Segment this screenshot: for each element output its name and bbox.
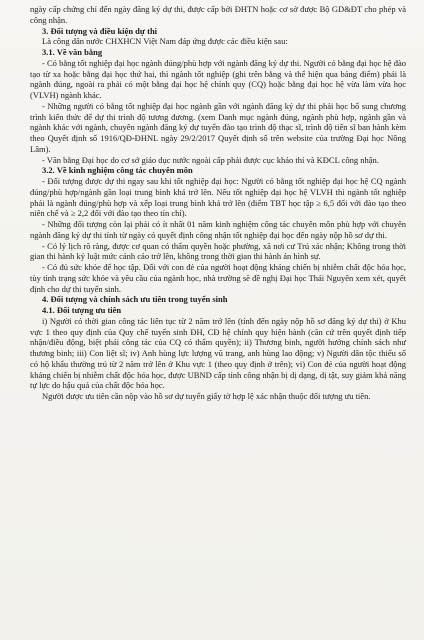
body-paragraph: - Những đối tượng còn lại phải có ít nhất 01 năm kinh nghiệm công tác chuyên môn phù hợp với chuyên ngành đăng ký dự thi tính từ ngày có quyết định công nhận tốt nghiệp đại học đến ngày nộp hồ sơ dự thi.: [30, 219, 406, 240]
body-paragraph: i) Người có thời gian công tác liên tục từ 2 năm trở lên (tính đến ngày nộp hồ sơ đăng ký dự thi) ở Khu vực 1 theo quy định của Quy chế tuyển sinh ĐH, CĐ hệ chính quy hiện hành (căn cứ trên quyết định tiếp nhận/điều động, biệt phái công tác của CQ có thẩm quyền); ii) Thương binh, người hưởng chính sách như thương binh; iii) Con liệt sĩ; iv) Anh hùng lực lượng vũ trang, anh hùng lao động; v) Người dân tộc thiểu số có hộ khẩu thường trú từ 2 năm trở lên ở Khu vực 1 (theo quy định ở trên); vi) Con đẻ của người hoạt động kháng chiến bị nhiễm chất độc hóa học, được UBND cấp tỉnh công nhận bị dị dạng, dị tật, suy giảm khả năng tự lực do hậu quả của chất độc hóa học.: [30, 315, 406, 391]
body-paragraph: - Có đủ sức khỏe để học tập. Đối với con đẻ của người hoạt động kháng chiến bị nhiễm chất độc hóa học, tùy tình trạng sức khỏe và yêu cầu của ngành học, nhà trường sẽ đề nghị Đại học Thái Nguyên xem xét, quyết định cho dự thi tuyển sinh.: [30, 262, 406, 294]
section-heading-4: 4. Đối tượng và chính sách ưu tiên trong tuyển sinh: [42, 294, 228, 305]
section-heading-3: 3. Đối tượng và điều kiện dự thi: [42, 25, 158, 36]
body-paragraph: - Văn bằng Đại học do cơ sở giáo dục nước ngoài cấp phải được cục khảo thí và KĐCL công nhận.: [42, 154, 379, 165]
body-paragraph: - Có lý lịch rõ ràng, được cơ quan có thẩm quyền hoặc phường, xã nơi cư Trú xác nhận; Không trong thời gian thi hành kỷ luật mức cảnh cáo trở lên, không trong thời gian thi hành án hình sự.: [30, 240, 406, 262]
body-paragraph: - Những người có bằng tốt nghiệp đại học ngành gần với ngành đăng ký dự thi phải học bổ sung chương trình kiến thức để dự thi trình độ tương đương. (xem Danh mục ngành đúng, ngành phù hợp, ngành gần và ngành khác với ngành, chuyên ngành đăng ký dự tuyển đào tạo trình độ thạc sĩ, trình độ tiến sĩ ban hành kèm theo Quyết định số 1916/QĐ-ĐHNL ngày 29/2/2017 Quyết định số trên website của trường Đại học Nông Lâm).: [30, 100, 406, 154]
body-paragraph: - Có bằng tốt nghiệp đại học ngành đúng/phù hợp với ngành đăng ký dự thi. Người có bằng đại học hệ đào tạo từ xa hoặc bằng đại học thứ hai, thì ngành tốt nghiệp (ghi trên bằng và thể hiện qua bảng điểm) phải là ngành đúng, ngoài ra phải có một bằng đại học hệ chính quy (CQ) hoặc bằng đại học hệ vừa làm vừa học (VLVH) ngành khác.: [30, 57, 406, 100]
body-paragraph: - Đối tượng được dự thi ngay sau khi tốt nghiệp đại học: Người có bằng tốt nghiệp đại học hệ CQ ngành đúng/phù hợp/ngành gần loại trung bình khá trở lên. Nếu tốt nghiệp đại học hệ VLVH thì ngành tốt nghiệp phải là ngành đúng/phù hợp và xếp loại trung bình khá trở lên (điểm TBT học tập ≥ 6,5 đối với đào tạo theo niên chế và ≥ 2,2 đối với đào tạo theo tín chỉ).: [30, 176, 406, 219]
subsection-heading-3-2: 3.2. Về kinh nghiệm công tác chuyên môn: [42, 165, 193, 176]
subsection-heading-4-1: 4.1. Đối tượng ưu tiên: [42, 305, 122, 315]
subsection-heading-3-1: 3.1. Về văn bằng: [42, 47, 103, 57]
body-paragraph: Là công dân nước CHXHCN Việt Nam đáp ứng được các điều kiện sau:: [42, 36, 288, 47]
body-paragraph: ngày cấp chứng chỉ đến ngày đăng ký dự thi, được cấp bởi ĐHTN hoặc cơ sở được Bộ GD&ĐT cho phép và công nhận.: [30, 4, 406, 25]
body-paragraph: Người được ưu tiên cần nộp vào hồ sơ dự tuyển giấy tờ hợp lệ xác nhận thuộc đối tượng ưu tiên.: [42, 391, 371, 401]
